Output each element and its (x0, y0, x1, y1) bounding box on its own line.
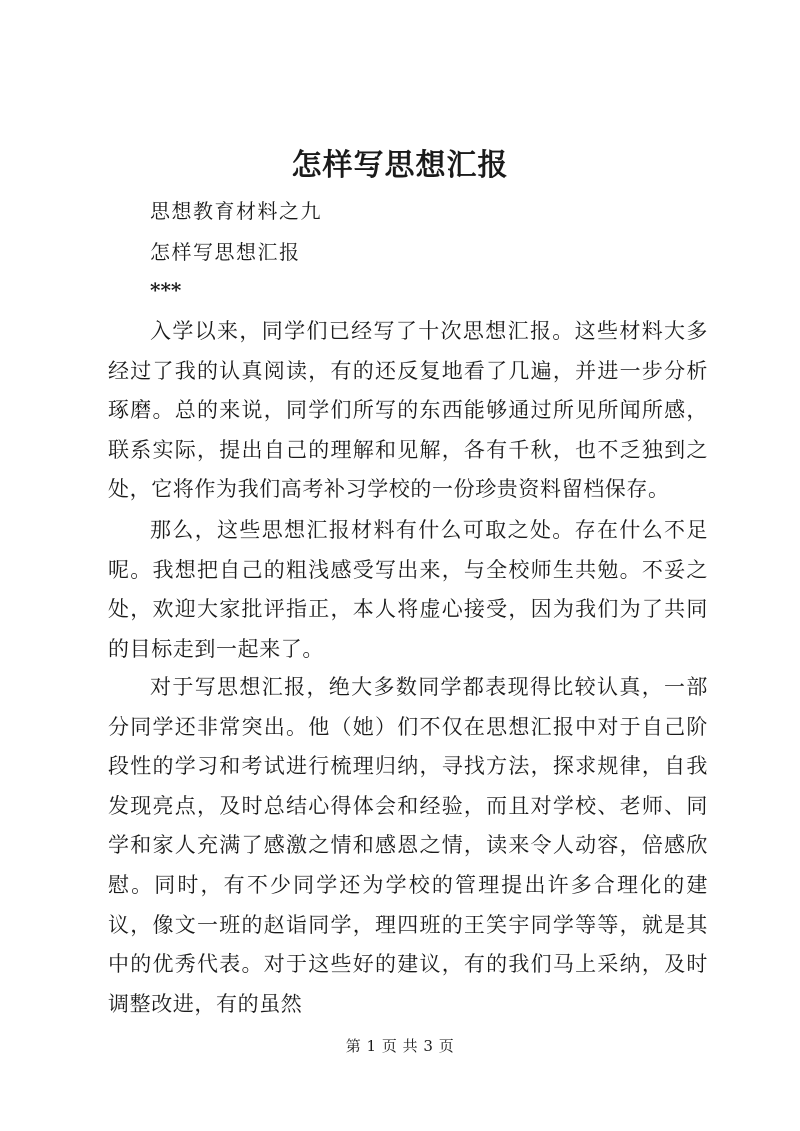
page-number-footer: 第 1 页 共 3 页 (345, 1037, 455, 1055)
paragraph-1: 入学以来，同学们已经写了十次思想汇报。这些材料大多经过了我的认真阅读，有的还反复地看了几遍，并进一步分析琢磨。总的来说，同学们所写的东西能够通过所见所闻所感，联系实际，提出自己的理解和见解，各有千秋，也不乏独到之处，它将作为我们高考补习学校的一份珍贵资料留档保存。 (108, 319, 708, 502)
subtitle-series: 思想教育材料之九 (150, 199, 322, 223)
paragraph-3: 对于写思想汇报，绝大多数同学都表现得比较认真，一部分同学还非常突出。他（她）们不仅在思想汇报中对于自己阶段性的学习和考试进行梳理归纳，寻找方法，探求规律，自我发现亮点，及时总结心得体会和经验，而且对学校、老师、同学和家人充满了感激之情和感恩之情，读来令人动容，倍感欣慰。同时，有不少同学还为学校的管理提出许多合理化的建议，像文一班的赵诣同学，理四班的王笑宇同学等等，就是其中的优秀代表。对于这些好的建议，有的我们马上采纳，及时调整改进，有的虽然 (108, 675, 708, 1016)
paragraph-2: 那么，这些思想汇报材料有什么可取之处。存在什么不足呢。我想把自己的粗浅感受写出来，与全校师生共勉。不妥之处，欢迎大家批评指正，本人将虚心接受，因为我们为了共同的目标走到一起来了。 (108, 518, 708, 661)
separator-stars: *** (150, 278, 182, 302)
subtitle-topic: 怎样写思想汇报 (150, 240, 301, 264)
page-title: 怎样写思想汇报 (291, 148, 509, 183)
